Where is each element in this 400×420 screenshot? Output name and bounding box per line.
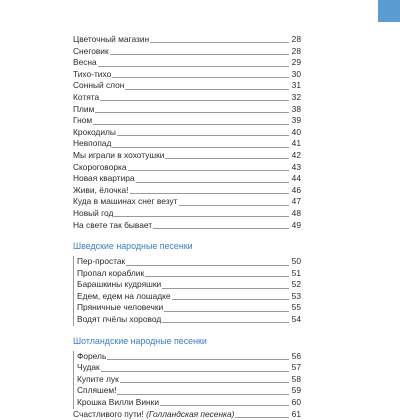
dot-leader bbox=[77, 371, 289, 372]
toc-entry-title-group bbox=[73, 409, 235, 420]
toc-entry[interactable] bbox=[73, 314, 301, 326]
toc-entry-page: 51 bbox=[291, 267, 301, 278]
swedish-songs-list bbox=[73, 256, 301, 326]
toc-entry-page: 57 bbox=[291, 362, 301, 373]
toc-entry-title: Плим bbox=[73, 103, 95, 114]
toc-entry-title: Барашкины кудряшки bbox=[77, 279, 162, 290]
toc-entry-page: 59 bbox=[291, 385, 301, 396]
toc-entry-page: 28 bbox=[291, 45, 301, 56]
toc-entry[interactable] bbox=[73, 57, 301, 69]
toc-entry-page: 54 bbox=[291, 314, 301, 325]
toc-entry-title: Снеговик bbox=[73, 45, 109, 56]
dot-leader bbox=[73, 112, 289, 113]
toc-entry[interactable] bbox=[73, 256, 301, 268]
dot-leader bbox=[77, 359, 289, 360]
toc-entry-page: 28 bbox=[291, 34, 301, 44]
toc-entry[interactable] bbox=[73, 196, 301, 208]
toc-entry-title: Водят пчёлы хоровод bbox=[77, 314, 162, 325]
toc-final-list bbox=[73, 409, 301, 420]
toc-entry-title: Новая квартира bbox=[73, 173, 135, 184]
toc-entry-page: 61 bbox=[291, 408, 301, 419]
toc-entry[interactable] bbox=[73, 385, 301, 397]
toc-entry-page: 47 bbox=[291, 196, 301, 207]
toc-entry-title: Пропал кораблик bbox=[77, 267, 145, 278]
toc-entry-title: Скороговорка bbox=[73, 161, 127, 172]
toc-entry-title: Крошка Вилли Винки bbox=[77, 397, 160, 408]
toc-entry-page: 58 bbox=[291, 373, 301, 384]
toc-entry-title: Купите лук bbox=[77, 373, 119, 384]
toc-entry-page: 29 bbox=[291, 57, 301, 68]
toc-entry-title: Чудак bbox=[77, 362, 100, 373]
toc-entry[interactable] bbox=[73, 46, 301, 58]
toc-entry-page: 40 bbox=[291, 126, 301, 137]
toc-entry[interactable] bbox=[73, 69, 301, 81]
toc-entry-page: 50 bbox=[291, 256, 301, 267]
toc-entry[interactable] bbox=[73, 92, 301, 104]
toc-entry[interactable] bbox=[73, 127, 301, 139]
toc-entry-title: Сонный слон bbox=[73, 80, 125, 91]
toc-entry-page: 52 bbox=[291, 279, 301, 290]
toc-entry-page: 32 bbox=[291, 91, 301, 102]
toc-entry-page: 46 bbox=[291, 184, 301, 195]
toc-entry-title: Едем, едем на лошадке bbox=[77, 290, 171, 301]
section-title-scottish: Шотландские народные песенки bbox=[73, 335, 207, 346]
toc-entry-title: Спляшем! bbox=[77, 385, 117, 396]
toc-entry[interactable] bbox=[73, 351, 301, 363]
dot-leader bbox=[73, 100, 289, 101]
toc-entry-page: 49 bbox=[291, 219, 301, 230]
toc-entry-title: Цветочный магазин bbox=[73, 34, 150, 44]
corner-accent bbox=[378, 0, 400, 22]
dot-leader bbox=[73, 66, 289, 67]
toc-entry-title: Пряничные человечки bbox=[77, 302, 164, 313]
toc-entry[interactable] bbox=[73, 150, 301, 162]
toc-entry[interactable] bbox=[73, 362, 301, 374]
toc-entry[interactable] bbox=[73, 291, 301, 303]
toc-entry[interactable] bbox=[73, 80, 301, 92]
toc-entry-title: Гном bbox=[73, 115, 93, 126]
toc-entry-page: 42 bbox=[291, 149, 301, 160]
toc-main-list bbox=[73, 34, 301, 231]
toc-entry-title: Живи, ёлочка! bbox=[73, 184, 129, 195]
toc-entry-title: Мы играли в хохотушки bbox=[73, 149, 165, 160]
toc-entry-page: 56 bbox=[291, 350, 301, 361]
toc-entry-page: 60 bbox=[291, 397, 301, 408]
toc-entry-title: Котята bbox=[73, 91, 100, 102]
section-title-swedish: Шведские народные песенки bbox=[73, 241, 193, 252]
table-of-contents bbox=[73, 34, 301, 420]
toc-entry[interactable] bbox=[73, 173, 301, 185]
toc-entry-page: 30 bbox=[291, 68, 301, 79]
toc-entry[interactable] bbox=[73, 208, 301, 220]
toc-entry[interactable] bbox=[73, 279, 301, 291]
toc-entry-title: Новый год bbox=[73, 207, 114, 218]
toc-entry[interactable] bbox=[73, 374, 301, 386]
toc-entry-page: 38 bbox=[291, 103, 301, 114]
toc-entry[interactable] bbox=[73, 34, 301, 46]
toc-entry-title: На свете так бывает bbox=[73, 219, 153, 230]
toc-entry[interactable] bbox=[73, 138, 301, 150]
dot-leader bbox=[73, 124, 289, 125]
toc-entry[interactable] bbox=[73, 409, 301, 420]
toc-entry-page: 48 bbox=[291, 207, 301, 218]
toc-entry-page: 41 bbox=[291, 138, 301, 149]
toc-entry[interactable] bbox=[73, 104, 301, 116]
toc-entry-title: Крокодилы bbox=[73, 126, 116, 137]
toc-entry[interactable] bbox=[73, 115, 301, 127]
toc-entry-title: Тихо-тихо bbox=[73, 68, 112, 79]
toc-entry[interactable] bbox=[73, 220, 301, 232]
toc-entry-page: 39 bbox=[291, 115, 301, 126]
toc-entry[interactable] bbox=[73, 185, 301, 197]
toc-entry[interactable] bbox=[73, 397, 301, 409]
toc-entry-page: 55 bbox=[291, 302, 301, 313]
toc-entry[interactable] bbox=[73, 268, 301, 280]
toc-entry-title: Весна bbox=[73, 57, 97, 68]
toc-entry-page: 53 bbox=[291, 290, 301, 301]
toc-entry-page: 44 bbox=[291, 173, 301, 184]
toc-entry-title: Пер-простак bbox=[77, 256, 126, 267]
toc-entry-title: Куда в машинах снег везут bbox=[73, 196, 178, 207]
toc-entry-title: Счастливого пути! bbox=[73, 408, 144, 419]
toc-entry[interactable] bbox=[73, 162, 301, 174]
toc-entry-page: 43 bbox=[291, 161, 301, 172]
toc-entry[interactable] bbox=[73, 302, 301, 314]
toc-entry-title: Форель bbox=[77, 350, 107, 361]
toc-entry-title: Невпопад bbox=[73, 138, 112, 149]
toc-entry-page: 31 bbox=[291, 80, 301, 91]
toc-entry-note: (Голландская песенка) bbox=[146, 408, 235, 419]
